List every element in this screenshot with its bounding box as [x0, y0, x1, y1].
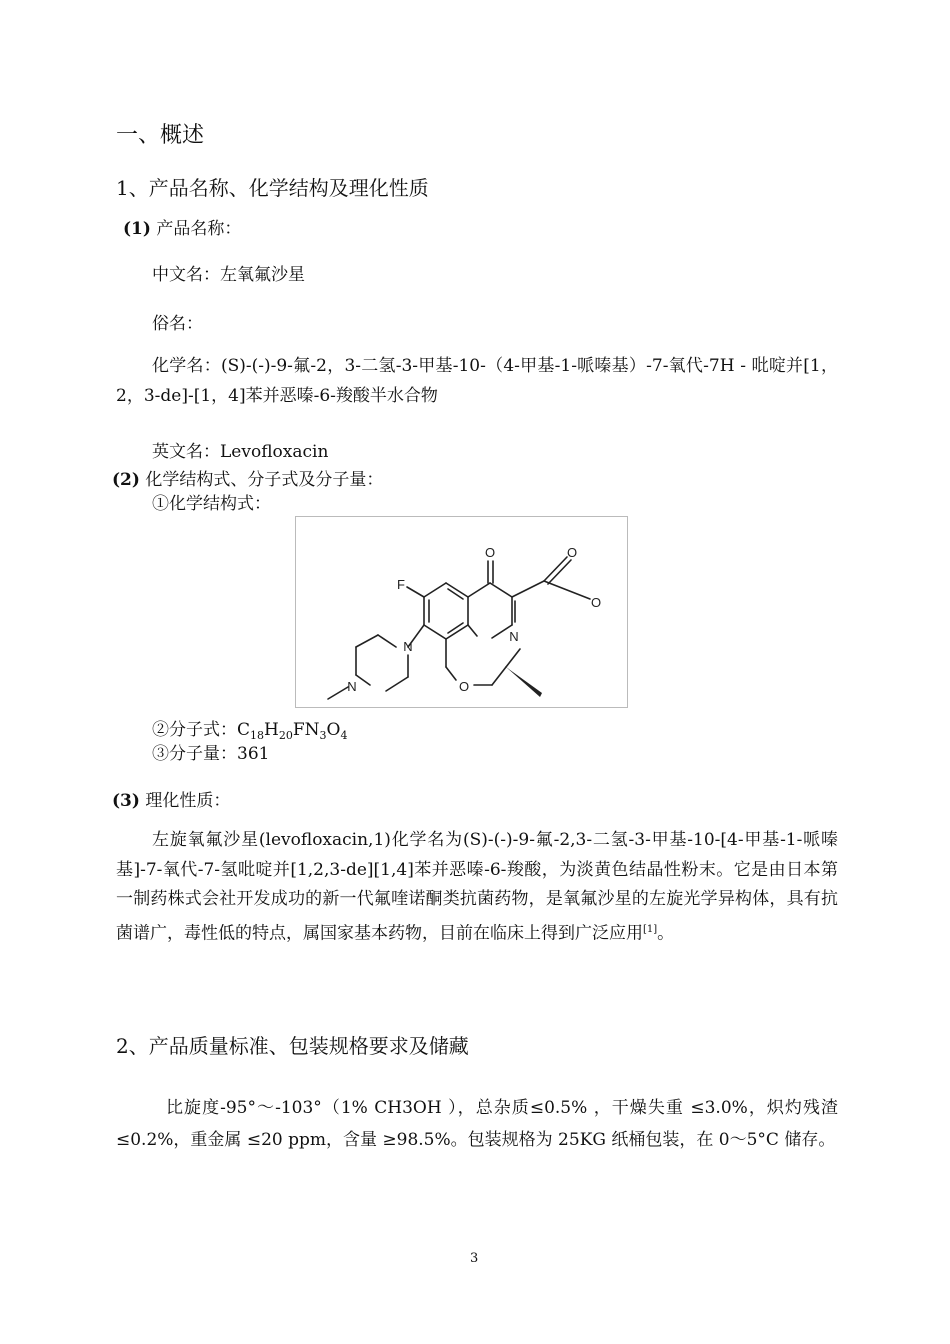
- subsection-title-2: 2、产品质量标准、包装规格要求及储藏: [116, 1034, 469, 1058]
- quality-paragraph: 比旋度-95°～-103°（1% CH3OH ），总杂质≤0.5% ，干燥失重 ≤3.0%，炽灼残渣≤0.2%，重金属 ≤20 ppm，含量 ≥98.5%。包装规格为 25KG 纸桶包装，在 0～5°C 储存。: [116, 1098, 838, 1150]
- item-3-number: (3): [112, 791, 140, 811]
- formula-h: H: [264, 720, 279, 740]
- formula-o-count: 4: [340, 729, 348, 742]
- formula-c-count: 18: [250, 729, 265, 742]
- item-2-heading: [112, 465, 383, 490]
- properties-paragraph: [116, 826, 838, 949]
- item-1-label: 产品名称：: [156, 219, 242, 239]
- atom-n-pip2-label: N: [347, 679, 357, 694]
- formula-n-count: 3: [319, 729, 327, 742]
- properties-end: 。: [657, 923, 675, 944]
- item-2-label: 化学结构式、分子式及分子量：: [145, 470, 384, 490]
- chinese-name: 中文名：左氧氟沙星: [152, 265, 305, 285]
- molecular-formula: [152, 715, 347, 742]
- formula-label: ②分子式：: [152, 720, 237, 740]
- atom-f-label: F: [397, 577, 405, 592]
- english-name: 英文名：Levofloxacin: [152, 442, 329, 462]
- atom-o-acid1-label: O: [566, 545, 578, 560]
- chemical-name: 化学名：(S)-(-)-9-氟-2，3-二氢-3-甲基-10-（4-甲基-1-哌嗪基）-7-氧代-7H - 吡啶并[1，2，3-de]-[1，4]苯并恶嗪-6-羧酸半水合物: [116, 356, 838, 406]
- formula-o: O: [326, 720, 341, 740]
- formula-fn: FN: [292, 720, 320, 740]
- levofloxacin-structure-drawing: [296, 517, 627, 707]
- section-title: 一、概述: [116, 123, 205, 148]
- item-2-number: (2): [112, 470, 140, 490]
- properties-text: 左旋氧氟沙星(levofloxacin,1)化学名为(S)-(-)-9-氟-2,3-二氢-3-甲基-10-[4-甲基-1-哌嗪基]-7-氧代-7-氢吡啶并[1,2,3-de][1,4]苯并恶嗪-6-羧酸，为淡黄色结晶性粉末。它是由日本第一制药株式会社开发成功的新一代氟喹诺酮类抗菌药物，是氧氟沙星的左旋光学异构体，具有抗菌谱广，毒性低的特点，属国家基本药物，目前在临床上得到广泛应用: [116, 830, 838, 944]
- subsection-title-1: 1、产品名称、化学结构及理化性质: [116, 176, 429, 200]
- item-1-number: (1): [123, 219, 151, 239]
- formula-h-count: 20: [278, 729, 293, 742]
- atom-o-ketone-label: O: [484, 545, 496, 560]
- formula-c: C: [237, 720, 251, 740]
- structure-label: ①化学结构式：: [152, 494, 271, 514]
- molecular-weight: ③分子量：361: [152, 744, 270, 764]
- common-name: 俗名：: [152, 314, 203, 334]
- item-3-label: 理化性质：: [145, 791, 231, 811]
- chemical-structure-figure: [295, 516, 628, 708]
- properties-reference: [1]: [643, 923, 658, 935]
- atom-o-acid2-label: O: [590, 595, 602, 610]
- atom-n-pip1-label: N: [403, 639, 413, 654]
- page-number: 3: [470, 1251, 479, 1266]
- atom-n-ring-label: N: [509, 629, 519, 644]
- atom-o-ring-label: O: [458, 679, 470, 694]
- item-1-heading: [123, 214, 241, 239]
- item-3-heading: [112, 786, 230, 811]
